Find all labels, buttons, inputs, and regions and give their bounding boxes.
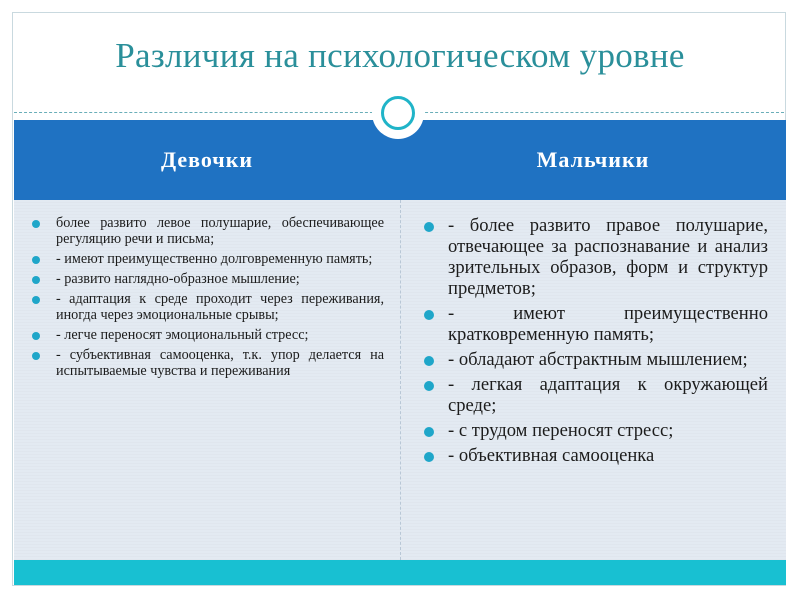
header-girls: Девочки <box>160 147 254 172</box>
list-item-text: - имеют преимущественно долговременную память; <box>56 251 373 267</box>
dot-bullet-icon <box>424 452 434 462</box>
dot-bullet-icon <box>424 381 434 391</box>
list-item <box>422 374 768 416</box>
comparison-table <box>14 120 786 585</box>
footer-accent-bar <box>14 560 786 585</box>
list-item <box>30 271 384 287</box>
dot-bullet-icon <box>424 310 434 320</box>
dot-bullet-icon <box>32 296 40 304</box>
list-item <box>422 420 768 441</box>
dot-bullet-icon <box>32 332 40 340</box>
dot-bullet-icon <box>424 427 434 437</box>
list-item <box>422 303 768 345</box>
list-item <box>30 215 384 247</box>
list-item <box>30 347 384 379</box>
boys-column <box>422 215 768 470</box>
dot-bullet-icon <box>32 256 40 264</box>
slide-title: Различия на психологическом уровне <box>115 36 685 75</box>
list-item-text: - более развито правое полушарие, отвечающее за распознавание и анализ зрительных образов, форм и структур предметов; <box>448 215 768 299</box>
list-item <box>30 327 384 343</box>
circle-ring-icon <box>373 88 423 138</box>
circle-ring-inner <box>381 96 415 130</box>
dot-bullet-icon <box>424 356 434 366</box>
list-item <box>422 215 768 299</box>
list-item-text: - легче переносят эмоциональный стресс; <box>56 327 309 343</box>
list-item-text: - легкая адаптация к окружающей среде; <box>448 374 768 416</box>
list-item <box>422 349 768 370</box>
column-divider <box>400 200 401 560</box>
boys-list <box>422 215 768 466</box>
girls-list <box>30 215 384 379</box>
list-item-text: - с трудом переносят стресс; <box>448 420 674 441</box>
dot-bullet-icon <box>32 220 40 228</box>
list-item <box>422 445 768 466</box>
list-item <box>30 291 384 323</box>
list-item-text: - имеют преимущественно кратковременную память; <box>448 303 768 345</box>
list-item-text: - адаптация к среде проходит через переживания, иногда через эмоциональные срывы; <box>56 291 384 323</box>
list-item-text: - субъективная самооценка, т.к. упор делается на испытываемые чувства и переживания <box>56 347 384 379</box>
girls-column <box>30 215 384 383</box>
list-item-text: - развито наглядно-образное мышление; <box>56 271 300 287</box>
dot-bullet-icon <box>32 352 40 360</box>
list-item-text: - обладают абстрактным мышлением; <box>448 349 748 370</box>
list-item <box>30 251 384 267</box>
list-item-text: более развито левое полушарие, обеспечивающее регуляцию речи и письма; <box>56 215 384 247</box>
header-boys: Мальчики <box>536 147 650 172</box>
dot-bullet-icon <box>32 276 40 284</box>
dot-bullet-icon <box>424 222 434 232</box>
list-item-text: - объективная самооценка <box>448 445 655 466</box>
